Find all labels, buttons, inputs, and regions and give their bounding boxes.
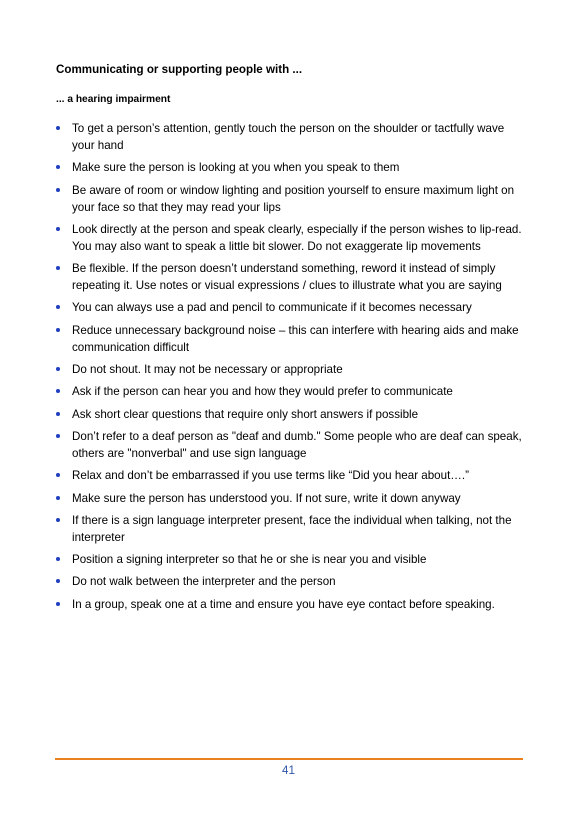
bullet-text: Position a signing interpreter so that he or she is near you and visible: [72, 553, 427, 567]
bullet-text: You can always use a pad and pencil to communicate if it becomes necessary: [72, 301, 472, 315]
bullet-item: [56, 512, 526, 546]
bullet-dot-icon: [56, 389, 60, 393]
bullet-text: Look directly at the person and speak clearly, especially if the person wishes to lip-read. You may also want to speak a little bit slower. Do not exaggerate lip movements: [72, 222, 522, 253]
bullet-item: [56, 573, 526, 590]
bullet-item: [56, 159, 526, 176]
bullet-dot-icon: [56, 188, 60, 192]
bullet-item: [56, 322, 526, 356]
bullet-text: Make sure the person has understood you. If not sure, write it down anyway: [72, 491, 461, 505]
bullet-text: Reduce unnecessary background noise – this can interfere with hearing aids and make communication difficult: [72, 323, 519, 354]
bullet-item: [56, 182, 526, 216]
bullet-dot-icon: [56, 518, 60, 522]
bullet-item: [56, 383, 526, 400]
bullet-item: [56, 260, 526, 294]
bullet-text: Relax and don’t be embarrassed if you use terms like “Did you hear about….”: [72, 469, 469, 483]
bullet-dot-icon: [56, 473, 60, 477]
bullet-dot-icon: [56, 328, 60, 332]
bullet-dot-icon: [56, 126, 60, 130]
bullet-text: Ask short clear questions that require only short answers if possible: [72, 407, 419, 421]
bullet-dot-icon: [56, 579, 60, 583]
bullet-dot-icon: [56, 557, 60, 561]
bullet-text: Do not shout. It may not be necessary or appropriate: [72, 363, 343, 377]
bullet-text: Be aware of room or window lighting and position yourself to ensure maximum light on your face so that they may read your lips: [72, 183, 515, 214]
bullet-item: [56, 299, 526, 316]
bullet-dot-icon: [56, 496, 60, 500]
bullet-text: Do not walk between the interpreter and the person: [72, 575, 336, 589]
bullet-item: [56, 467, 526, 484]
bullet-item: [56, 551, 526, 568]
footer-rule: [55, 758, 523, 760]
section-heading: Communicating or supporting people with ...: [56, 63, 303, 76]
section-subheading: ... a hearing impairment: [56, 94, 171, 105]
bullet-text: Be flexible. If the person doesn’t understand something, reword it instead of simply repeating it. Use notes or visual expressions / clues to illustrate what you are saying: [72, 262, 502, 293]
bullet-dot-icon: [56, 227, 60, 231]
bullet-item: [56, 361, 526, 378]
bullet-dot-icon: [56, 602, 60, 606]
bullet-dot-icon: [56, 434, 60, 438]
bullet-item: [56, 596, 526, 613]
bullet-dot-icon: [56, 367, 60, 371]
bullet-item: [56, 120, 526, 154]
bullet-text: Make sure the person is looking at you when you speak to them: [72, 161, 400, 175]
bullet-item: [56, 406, 526, 423]
bullet-item: [56, 221, 526, 255]
bullet-dot-icon: [56, 165, 60, 169]
bullet-list: [56, 120, 526, 618]
bullet-item: [56, 428, 526, 462]
page-number: 41: [282, 764, 295, 777]
bullet-text: If there is a sign language interpreter present, face the individual when talking, not the interpreter: [72, 513, 512, 544]
bullet-text: Ask if the person can hear you and how they would prefer to communicate: [72, 385, 453, 399]
bullet-dot-icon: [56, 305, 60, 309]
bullet-text: In a group, speak one at a time and ensure you have eye contact before speaking.: [72, 597, 495, 611]
bullet-text: To get a person’s attention, gently touch the person on the shoulder or tactfully wave your hand: [72, 122, 505, 152]
bullet-text: Don’t refer to a deaf person as "deaf and dumb." Some people who are deaf can speak, others are "nonverbal" and use sign language: [72, 429, 522, 460]
bullet-item: [56, 490, 526, 507]
bullet-dot-icon: [56, 412, 60, 416]
bullet-dot-icon: [56, 266, 60, 270]
